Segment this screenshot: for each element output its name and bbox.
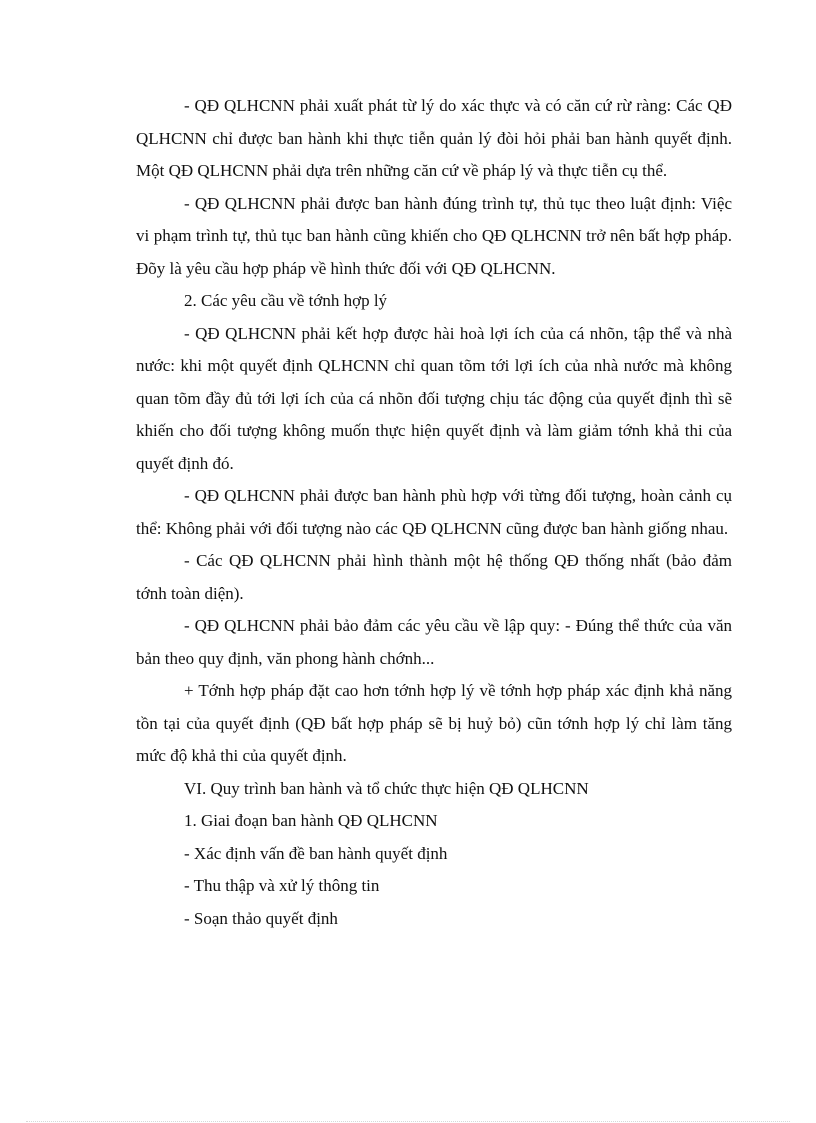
heading-rationality-requirements: 2. Các yêu cầu về tớnh hợp lý <box>184 291 388 310</box>
paragraph-unified-system: - Các QĐ QLHCNN phải hình thành một hệ thống QĐ thống nhất (bảo đảm tớnh toàn diện). <box>136 551 732 603</box>
paragraph-harmonize-interests: - QĐ QLHCNN phải kết hợp được hài hoà lợi ích của cá nhõn, tập thể và nhà nước: khi một quyết định QLHCNN chỉ quan tõm tới lợi ích của nhà nước mà không quan tõm đầy đủ tới lợi ích của cá nhõn đối tượng chịu tác động của quyết định thì sẽ khiến cho đối tượng không muốn thực hiện quyết định và làm giảm tớnh khả thi của quyết định đó. <box>136 323 732 473</box>
paragraph-regulation-requirements: - QĐ QLHCNN phải bảo đảm các yêu cầu về lập quy: - Đúng thể thức của văn bản theo quy định, văn phong hành chớnh... <box>136 616 732 668</box>
paragraph-procedure: - QĐ QLHCNN phải được ban hành đúng trình tự, thủ tục theo luật định: Việc vi phạm trình tự, thủ tục ban hành cũng khiến cho QĐ QLHCNN trở nên bất hợp pháp. Đõy là yêu cầu hợp pháp về hình thức đối với QĐ QLHCNN. <box>136 193 732 278</box>
heading-stage-1: 1. Giai đoạn ban hành QĐ QLHCNN <box>184 811 438 830</box>
paragraph-legality-vs-rationality: + Tớnh hợp pháp đặt cao hơn tớnh hợp lý về tớnh hợp pháp xác định khả năng tồn tại của quyết định (QĐ bất hợp pháp sẽ bị huỷ bỏ) cũn tớnh hợp lý chỉ làm tăng mức độ khả thi của quyết định. <box>136 681 732 765</box>
paragraph-suitable-subjects: - QĐ QLHCNN phải được ban hành phù hợp với từng đối tượng, hoàn cảnh cụ thể: Không phải với đối tượng nào các QĐ QLHCNN cũng được ban hành giống nhau. <box>136 486 732 538</box>
list-item-identify-issue: - Xác định vấn đề ban hành quyết định <box>184 843 448 863</box>
list-item-draft-decision: - Soạn thảo quyết định <box>184 908 338 928</box>
document-page <box>136 90 732 935</box>
list-item-collect-info: - Thu thập và xử lý thông tin <box>184 876 380 895</box>
paragraph-legal-basis: - QĐ QLHCNN phải xuất phát từ lý do xác thực và có căn cứ rừ ràng: Các QĐ QLHCNN chỉ được ban hành khi thực tiễn quản lý đòi hỏi phải ban hành quyết định. Một QĐ QLHCNN phải dựa trên những căn cứ về pháp lý và thực tiễn cụ thể. <box>136 96 732 180</box>
page-bottom-divider <box>26 1121 790 1122</box>
heading-section-vi: VI. Quy trình ban hành và tổ chức thực hiện QĐ QLHCNN <box>184 778 589 798</box>
